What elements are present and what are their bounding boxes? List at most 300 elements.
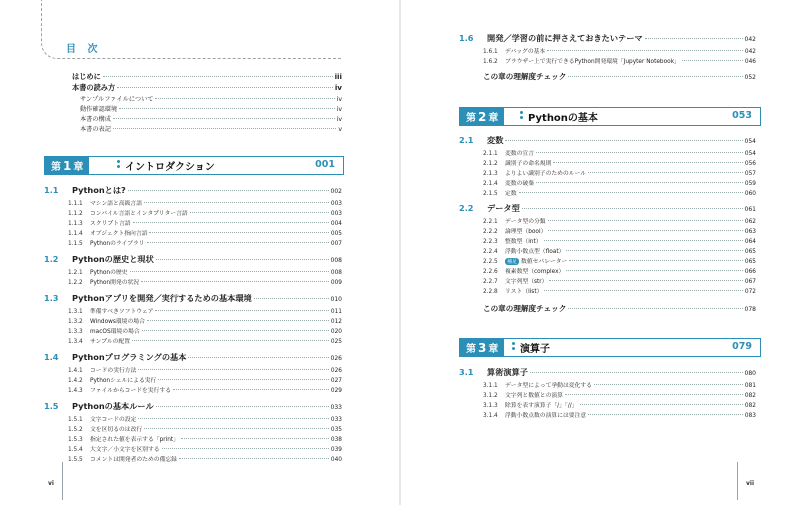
section-number: 3.1: [459, 367, 474, 377]
toc-item: [68, 277, 342, 286]
chapter-dots: [117, 160, 120, 168]
item-number: 1.6.1: [483, 49, 498, 55]
dot-leader: [594, 384, 743, 385]
toc-item: [68, 228, 342, 237]
toc-item: [68, 198, 342, 207]
chapter-label-post: 章: [488, 113, 499, 124]
item-title: 定数: [505, 191, 517, 197]
dot-leader: [156, 259, 329, 260]
page-ref: 035: [330, 427, 342, 433]
dot-leader: [179, 458, 329, 459]
chapter-label-post: 章: [73, 162, 84, 173]
section-heading: [44, 293, 342, 304]
item-number: 2.2.4: [483, 249, 498, 255]
item-title: 文字列型（str）: [505, 279, 548, 285]
page-ref: 082: [744, 403, 756, 409]
section-heading: [44, 185, 342, 196]
page-ref: 042: [744, 49, 756, 55]
section-number: 1.5: [44, 401, 59, 411]
section-heading: [459, 33, 756, 44]
dot-leader: [568, 76, 742, 77]
page-ref: 005: [330, 231, 342, 237]
chapter-dots: [512, 342, 515, 350]
front-label: 本書の表記: [80, 126, 111, 133]
dot-leader: [130, 271, 329, 272]
toc-item: [68, 267, 342, 276]
item-number: 1.1.5: [68, 241, 83, 247]
toc-title: 目 次: [66, 44, 102, 55]
dot-leader: [536, 182, 743, 183]
dot-leader: [138, 369, 329, 370]
item-number: 1.3.2: [68, 319, 83, 325]
page-ref: 029: [330, 388, 342, 394]
item-number: 1.2.1: [68, 270, 83, 276]
page-ref: 038: [330, 437, 342, 443]
dot-leader: [181, 438, 329, 439]
front-matter-item: [80, 114, 342, 123]
dot-leader: [566, 250, 743, 251]
page-ref: 083: [744, 413, 756, 419]
page-ref: 033: [330, 417, 342, 423]
dot-leader: [113, 118, 335, 119]
page-ref: 067: [744, 279, 756, 285]
section-number: 1.4: [44, 352, 59, 362]
section-number: 2.2: [459, 203, 474, 213]
toc-item: [68, 414, 342, 423]
dot-leader: [547, 50, 743, 51]
chapter-page: 053: [732, 110, 752, 121]
page-ref: 002: [330, 188, 342, 195]
item-title: 浮動小数点数の演算には要注意: [505, 413, 587, 419]
item-number: 2.2.5: [483, 259, 498, 265]
front-label: 本書の構成: [80, 116, 111, 123]
toc-item: [483, 236, 756, 245]
page-ref: 008: [330, 257, 342, 264]
quiz-label: この章の理解度チェック: [483, 304, 567, 313]
section-title: Pythonの歴史と現状: [72, 254, 154, 264]
dot: [520, 111, 523, 114]
chapter-label: [460, 108, 504, 125]
dot: [512, 347, 515, 350]
item-title: 論理型（bool）: [505, 229, 547, 235]
note-badge: 補足: [507, 259, 518, 265]
page-ref: 081: [744, 383, 756, 389]
dot-leader: [569, 260, 743, 261]
item-number: 1.5.2: [68, 427, 83, 433]
toc-item: [68, 375, 342, 384]
dot-leader: [113, 128, 336, 129]
toc-item: [483, 276, 756, 285]
dot-leader: [103, 76, 333, 77]
dot-leader: [519, 192, 743, 193]
toc-item: [68, 454, 342, 463]
page-ref: 046: [744, 59, 756, 65]
dot-leader: [522, 208, 743, 209]
dot: [512, 342, 515, 345]
item-title: 識別子の命名規則: [505, 161, 552, 167]
dot-leader: [254, 298, 329, 299]
page-ref: 061: [744, 206, 756, 213]
item-number: 1.1.2: [68, 211, 83, 217]
item-title: スクリプト言語: [90, 221, 131, 227]
item-number: 1.1.3: [68, 221, 83, 227]
item-number: 1.2.2: [68, 280, 83, 286]
item-title: 指定された値を表示する「print」: [90, 437, 179, 443]
dot-leader: [682, 60, 743, 61]
item-number: 1.4.1: [68, 368, 83, 374]
item-number: 2.1.3: [483, 171, 498, 177]
page-ref: 026: [330, 355, 342, 362]
toc-item: [483, 286, 756, 295]
dot-leader: [173, 389, 329, 390]
front-matter-item: [80, 94, 342, 103]
front-label: 本書の読み方: [72, 83, 116, 92]
item-number: 2.1.4: [483, 181, 498, 187]
right-edge-line: [737, 462, 738, 500]
item-title: よりよい識別子のためのルール: [505, 171, 587, 177]
dot-leader: [588, 414, 743, 415]
item-title: 文字コードの設定: [90, 417, 137, 423]
page-ref: 062: [744, 219, 756, 225]
dot-leader: [548, 220, 743, 221]
section-title: 算術演算子: [487, 367, 528, 377]
item-title: 大文字／小文字を区別する: [90, 447, 160, 453]
item-number: 2.2.1: [483, 219, 498, 225]
item-number: 3.1.3: [483, 403, 498, 409]
item-number: 2.1.5: [483, 191, 498, 197]
item-number: 1.3.1: [68, 309, 83, 315]
chapter-label-post: 章: [488, 344, 499, 355]
dot-leader: [536, 152, 743, 153]
chapter-heading: [459, 107, 761, 126]
dot-leader: [144, 428, 329, 429]
toc-item: [483, 56, 756, 65]
chapter-number: 1: [63, 158, 72, 173]
chapter-label-pre: 第: [466, 113, 476, 124]
chapter-title: Pythonの基本: [528, 113, 598, 124]
item-title: データ型の分類: [505, 219, 546, 225]
item-number: 2.2.3: [483, 239, 498, 245]
page-ref: 080: [744, 370, 756, 377]
toc-item: [68, 385, 342, 394]
section-number: 2.1: [459, 135, 474, 145]
page-ref: 057: [744, 171, 756, 177]
dot-leader: [645, 38, 743, 39]
dot-leader: [133, 222, 329, 223]
dot-leader: [144, 202, 329, 203]
dot-leader: [156, 406, 329, 407]
section-title: データ型: [487, 203, 520, 213]
item-number: 1.1.4: [68, 231, 83, 237]
page-ref: 082: [744, 393, 756, 399]
dot-leader: [568, 308, 742, 309]
toc-item: [68, 424, 342, 433]
toc-item: [68, 365, 342, 374]
item-title: データ型によって挙動は変化する: [505, 383, 592, 389]
item-title: コメントは開発者のための備忘録: [90, 457, 177, 463]
page-number-left: vi: [48, 480, 54, 487]
item-title: 変数の破棄: [505, 181, 534, 187]
chapter-page: 079: [732, 341, 752, 352]
page-ref: 078: [744, 306, 756, 313]
page-ref: iv: [334, 83, 342, 92]
item-title: 変数の宣言: [505, 151, 534, 157]
chapter-title: 演算子: [520, 344, 550, 355]
item-title: コンパイル言語とインタプリター言語: [90, 211, 188, 217]
left-edge-line: [62, 462, 63, 500]
toc-item: [483, 246, 756, 255]
toc-item: [483, 168, 756, 177]
toc-item: [68, 238, 342, 247]
front-label: はじめに: [72, 72, 101, 81]
item-number: 2.2.2: [483, 229, 498, 235]
item-title: Windows環境の場合: [90, 319, 145, 325]
page-ref: 066: [744, 269, 756, 275]
item-title: Pythonシェルによる実行: [90, 378, 157, 384]
front-matter-item: [80, 124, 342, 133]
dot-leader: [549, 280, 742, 281]
chapter-label: [45, 157, 89, 174]
page-ref: 059: [744, 181, 756, 187]
page-ref: 027: [330, 378, 342, 384]
dot-leader: [117, 87, 333, 88]
item-title: デバッグの基本: [505, 49, 546, 55]
dot-leader: [544, 240, 743, 241]
section-heading: [44, 254, 342, 265]
dot-leader: [158, 379, 329, 380]
dot-leader: [505, 140, 742, 141]
dot-leader: [141, 281, 329, 282]
item-number: 1.5.4: [68, 447, 83, 453]
page-ref: 007: [330, 241, 342, 247]
page-ref: 072: [744, 289, 756, 295]
page-ref: 054: [744, 138, 756, 145]
front-matter-item: [72, 72, 342, 82]
toc-item: [483, 266, 756, 275]
chapter-page: 001: [315, 159, 335, 170]
page-ref: 004: [330, 221, 342, 227]
section-number: 1.3: [44, 293, 59, 303]
section-number: 1.2: [44, 254, 59, 264]
toc-item: [68, 316, 342, 325]
page-ref: 008: [330, 270, 342, 276]
dot-leader: [149, 232, 328, 233]
toc-item: [483, 256, 756, 265]
toc-item: [483, 188, 756, 197]
page-number-right: vii: [746, 480, 755, 487]
page-ref: 065: [744, 249, 756, 255]
toc-item: [483, 46, 756, 55]
dot-leader: [565, 394, 743, 395]
toc-item: [483, 226, 756, 235]
page-ref: v: [338, 126, 342, 133]
dot-leader: [128, 190, 329, 191]
page-ref: 020: [330, 329, 342, 335]
item-title: 複素数型（complex）: [505, 269, 565, 275]
section-number: 1.1: [44, 185, 59, 195]
section-heading: [459, 367, 756, 378]
chapter-label-pre: 第: [51, 162, 61, 173]
page-ref: 011: [330, 309, 342, 315]
section-title: Pythonアプリを開発／実行するための基本環境: [72, 293, 252, 303]
item-number: 2.2.6: [483, 269, 498, 275]
item-title: 数値セパレーター: [521, 259, 568, 265]
dot-leader: [580, 404, 743, 405]
item-title: 整数型（int）: [505, 239, 542, 245]
page-ref: 056: [744, 161, 756, 167]
item-title: 除算を表す演算子「/」「//」: [505, 403, 578, 409]
dot: [117, 165, 120, 168]
chapter-heading: [44, 156, 344, 175]
item-title: マシン語と高級言語: [90, 201, 143, 207]
item-number: 1.3.4: [68, 339, 83, 345]
toc-item: [68, 208, 342, 217]
section-heading: [44, 352, 342, 363]
page-ref: 012: [330, 319, 342, 325]
book-gutter: [399, 0, 401, 505]
item-number: 2.2.7: [483, 279, 498, 285]
toc-item: [483, 390, 756, 399]
section-title: Pythonの基本ルール: [72, 401, 154, 411]
chapter-heading: [459, 338, 761, 357]
dot-leader: [530, 372, 743, 373]
section-heading: [44, 401, 342, 412]
chapter-number: 3: [478, 340, 487, 355]
dot-leader: [188, 357, 328, 358]
page-ref: 039: [330, 447, 342, 453]
page-ref: 042: [744, 36, 756, 43]
section-title: Pythonとは?: [72, 185, 126, 195]
dot-leader: [553, 162, 743, 163]
dot: [520, 116, 523, 119]
section-number: 1.6: [459, 33, 474, 43]
page-ref: 052: [744, 74, 756, 81]
page-ref: iv: [336, 96, 342, 103]
item-title: ファイルからコードを実行する: [90, 388, 172, 394]
chapter-label-pre: 第: [466, 344, 476, 355]
section-title: Pythonプログラミングの基本: [72, 352, 187, 362]
dot-leader: [544, 290, 743, 291]
dot-leader: [190, 212, 329, 213]
toc-item: [68, 336, 342, 345]
section-heading: [459, 135, 756, 146]
item-number: 2.2.8: [483, 289, 498, 295]
page-ref: 009: [330, 280, 342, 286]
front-matter-item: [80, 104, 342, 113]
page-ref: 054: [744, 151, 756, 157]
chapter-dots: [520, 111, 523, 119]
item-number: 1.5.5: [68, 457, 83, 463]
item-title: リスト（list）: [505, 289, 543, 295]
toc-item: [483, 158, 756, 167]
page-ref: 064: [744, 239, 756, 245]
toc-item: [483, 148, 756, 157]
quiz-row: [483, 303, 756, 314]
item-number: 1.1.1: [68, 201, 83, 207]
dot-leader: [155, 98, 334, 99]
dot-leader: [142, 330, 329, 331]
section-title: 変数: [487, 135, 504, 145]
item-number: 3.1.4: [483, 413, 498, 419]
page-ref: iv: [336, 116, 342, 123]
item-title: ブラウザー上で実行できるPython開発環境「Jupyter Notebook」: [505, 59, 680, 65]
chapter-label: [460, 339, 504, 356]
section-title: 開発／学習の前に押さえておきたいテーマ: [487, 33, 643, 43]
quiz-row: [483, 71, 756, 82]
dot-leader: [119, 108, 334, 109]
toc-item: [68, 326, 342, 335]
toc-item: [68, 444, 342, 453]
dot-leader: [147, 320, 329, 321]
page-ref: 060: [744, 191, 756, 197]
page-ref: iii: [334, 72, 342, 81]
item-title: コードの実行方法: [90, 368, 137, 374]
item-number: 3.1.1: [483, 383, 498, 389]
page-ref: 025: [330, 339, 342, 345]
toc-item: [68, 218, 342, 227]
dot-leader: [162, 448, 329, 449]
item-title: Pythonのライブラリ: [90, 241, 145, 247]
item-title: macOS環境の場合: [90, 329, 140, 335]
page-ref: 033: [330, 404, 342, 411]
item-number: 1.4.3: [68, 388, 83, 394]
page-ref: 065: [744, 259, 756, 265]
chapter-number: 2: [478, 109, 487, 124]
page-ref: 063: [744, 229, 756, 235]
item-title: サンプルの配置: [90, 339, 131, 345]
toc-item: [483, 410, 756, 419]
item-number: 1.6.2: [483, 59, 498, 65]
item-title: 文を区切るのは改行: [90, 427, 143, 433]
dot-leader: [548, 230, 743, 231]
item-number: 1.4.2: [68, 378, 83, 384]
item-number: 3.1.2: [483, 393, 498, 399]
item-title: オブジェクト指向言語: [90, 231, 148, 237]
item-number: 1.5.3: [68, 437, 83, 443]
toc-item: [483, 216, 756, 225]
toc-item: [483, 178, 756, 187]
item-title: Python開発の状況: [90, 280, 140, 286]
item-title: 浮動小数点型（float）: [505, 249, 565, 255]
chapter-title: イントロダクション: [125, 162, 215, 173]
item-number: 2.1.1: [483, 151, 498, 157]
dot-leader: [155, 310, 329, 311]
page-ref: 003: [330, 201, 342, 207]
item-title: 文字列と数値との演算: [505, 393, 563, 399]
item-title: Pythonの歴史: [90, 270, 128, 276]
front-label: サンプルファイルについて: [80, 96, 154, 103]
dot-leader: [588, 172, 743, 173]
item-title: 準備すべきソフトウェア: [90, 309, 154, 315]
front-label: 動作確認環境: [80, 106, 118, 113]
page-ref: iv: [336, 106, 342, 113]
page-ref: 003: [330, 211, 342, 217]
dot-leader: [566, 270, 743, 271]
toc-item: [483, 400, 756, 409]
section-heading: [459, 203, 756, 214]
page-ref: 026: [330, 368, 342, 374]
page-ref: 010: [330, 296, 342, 303]
page-ref: 040: [330, 457, 342, 463]
toc-item: [68, 434, 342, 443]
front-matter-item: [72, 83, 342, 93]
toc-item: [483, 380, 756, 389]
item-number: 2.1.2: [483, 161, 498, 167]
dot: [117, 160, 120, 163]
item-number: 1.5.1: [68, 417, 83, 423]
dot-leader: [138, 418, 329, 419]
quiz-label: この章の理解度チェック: [483, 72, 567, 81]
